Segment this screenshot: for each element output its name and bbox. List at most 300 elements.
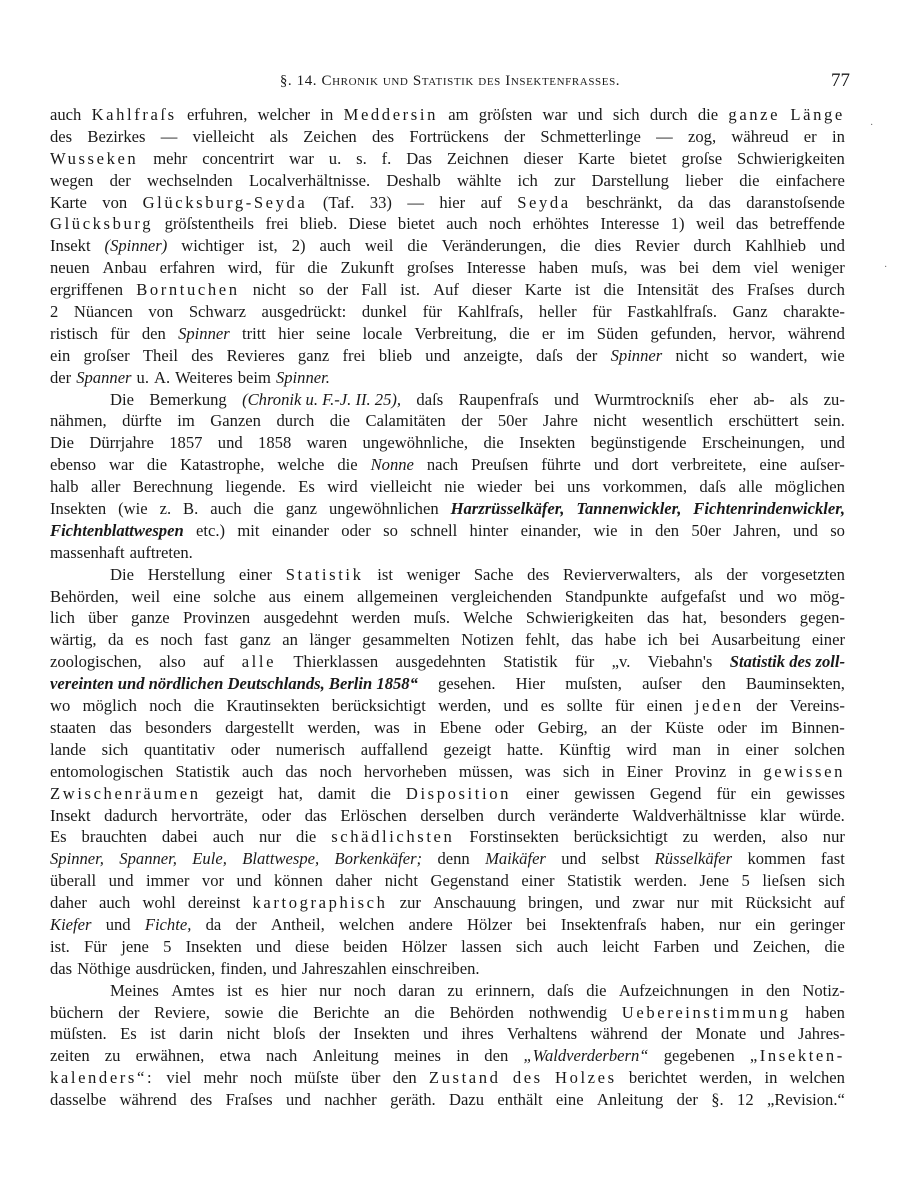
word: das: [708, 192, 731, 212]
word: was: [373, 717, 400, 737]
word: dadurch: [104, 805, 158, 825]
word: Disposition: [405, 783, 511, 803]
word: hier: [278, 323, 304, 343]
word: bei: [526, 914, 547, 934]
word: die: [307, 258, 328, 278]
text-line: [50, 914, 845, 936]
word: Hölzer: [401, 936, 447, 956]
text-line: [50, 695, 845, 717]
text-line: [50, 301, 845, 323]
word: weniger: [791, 258, 845, 278]
word: lieber: [685, 170, 723, 190]
word: lich: [50, 608, 75, 628]
word: und: [423, 1024, 448, 1044]
text-line: [50, 257, 845, 279]
word: andere: [408, 914, 453, 934]
word: zeiten: [50, 1046, 90, 1066]
word: gewissen: [763, 761, 845, 781]
word: einer: [745, 739, 779, 759]
text-line: [50, 1023, 845, 1045]
word: geringer: [789, 914, 845, 934]
text-line: [50, 1067, 845, 1089]
word: sein.: [814, 411, 845, 431]
word: mög-: [809, 586, 845, 606]
word: in: [738, 761, 752, 781]
word: und: [105, 914, 131, 934]
word: numerisch: [275, 739, 346, 759]
word: eine: [555, 1090, 584, 1110]
text-line: [50, 454, 845, 476]
word: oder: [261, 805, 292, 825]
word: in: [413, 717, 427, 737]
word: Nöthige: [77, 958, 131, 978]
word: Kahlfraſs: [91, 105, 177, 124]
word: Schmetterlinge: [540, 126, 641, 146]
word: im: [760, 717, 778, 737]
word: Ausarbeitung: [710, 630, 801, 650]
word: zu: [447, 980, 464, 1000]
word: das: [571, 630, 594, 650]
word: erfuhren,: [187, 105, 248, 124]
word: währeud: [731, 126, 789, 146]
text-line: [50, 607, 845, 629]
word: concentrirt: [202, 148, 275, 168]
word: Krautinsekten: [226, 696, 320, 716]
word: mit: [237, 520, 260, 540]
word: ergriffenen: [50, 280, 124, 300]
word: begünstigende: [590, 433, 687, 453]
word: habe: [604, 630, 637, 650]
word: Erlöschen: [340, 805, 407, 825]
word: der: [576, 345, 598, 365]
word: ist.: [50, 936, 70, 956]
word: Glücksburg: [50, 214, 154, 234]
word: einem: [303, 586, 345, 606]
word: die: [329, 411, 351, 431]
word: groſses: [406, 258, 454, 278]
word: das: [50, 958, 73, 978]
word: fast: [820, 849, 845, 869]
word: darin: [179, 1024, 214, 1044]
word: tritt: [241, 323, 266, 343]
word: Behörden,: [50, 586, 119, 606]
word: s.: [356, 148, 367, 168]
word: wesentlich: [642, 411, 713, 431]
word: dort: [631, 455, 659, 475]
word: dargestellt: [225, 717, 294, 737]
word: der: [50, 367, 72, 387]
word: ganz: [285, 499, 318, 519]
text-line: [50, 367, 845, 389]
word: wird,: [227, 258, 263, 278]
word: bietet: [629, 148, 667, 168]
word: Auf: [433, 280, 459, 300]
word: Die: [110, 564, 134, 584]
word: und: [593, 455, 619, 475]
word: sollte: [566, 696, 603, 716]
word: der: [756, 696, 778, 716]
word: Fichtenrindenwickler,: [693, 499, 845, 519]
word: in: [320, 105, 334, 124]
word: Spanner: [76, 367, 132, 387]
word: etc.): [196, 520, 226, 540]
word: an: [282, 630, 298, 650]
word: dürfte: [122, 411, 162, 431]
word: einer: [811, 630, 845, 650]
word: (wie: [118, 499, 148, 519]
word: Binnen-: [791, 717, 845, 737]
word: Zeichen,: [752, 936, 811, 956]
word: den: [701, 674, 726, 694]
text-line: [50, 235, 845, 257]
word: beim: [237, 367, 271, 387]
word: Spanner,: [119, 849, 177, 869]
text-line: [50, 651, 845, 673]
word: die: [586, 980, 607, 1000]
word: er: [803, 126, 817, 146]
word: ist: [574, 280, 591, 300]
word: Meddersin: [343, 105, 438, 124]
word: berücksichtigt: [573, 827, 668, 847]
word: finden,: [220, 958, 267, 978]
word: kalenders“:: [50, 1068, 155, 1088]
word: war: [109, 455, 134, 475]
word: massenhaft: [50, 542, 125, 562]
word: von: [148, 302, 174, 322]
word: wo: [50, 696, 71, 716]
word: an: [601, 717, 617, 737]
word: am: [448, 105, 469, 124]
word: durch: [807, 280, 845, 300]
word: besonders: [720, 608, 787, 628]
word: hinter: [469, 520, 509, 540]
word: im: [177, 411, 195, 431]
word: vielleicht: [192, 126, 255, 146]
text-line: [50, 410, 845, 432]
word: Notizen: [461, 630, 514, 650]
word: Anbau: [102, 258, 147, 278]
text-line: [50, 104, 845, 126]
word: halb: [50, 477, 79, 497]
word: (Taf.: [322, 192, 355, 212]
word: beschränkt,: [586, 192, 663, 212]
word: die: [739, 170, 760, 190]
word: oder: [341, 520, 371, 540]
word: Statistik: [567, 871, 622, 891]
text-line: [50, 936, 845, 958]
word: —: [407, 192, 424, 212]
word: und: [108, 871, 134, 891]
word: für: [110, 323, 130, 343]
word: Statistik des zoll-: [729, 652, 845, 672]
text-line: [50, 564, 845, 586]
word: Gebirg,: [537, 717, 588, 737]
word: gewisses: [785, 783, 845, 803]
word: werden,: [307, 717, 361, 737]
word: gröſsten: [478, 105, 533, 124]
word: nur: [822, 827, 845, 847]
word: nicht: [593, 411, 627, 431]
word: Herstellung: [147, 564, 226, 584]
word: 5: [741, 871, 750, 891]
word: Kahlhieb: [745, 236, 807, 256]
word: bloſs: [273, 1024, 306, 1044]
word: geräth.: [390, 1090, 436, 1110]
word: fast: [204, 630, 229, 650]
word: welcher: [257, 105, 311, 124]
word: staaten: [50, 717, 97, 737]
word: Ganzen: [210, 411, 261, 431]
word: Insekt: [50, 236, 91, 256]
word: Süden: [596, 323, 639, 343]
word: ab-: [753, 389, 775, 409]
word: zwar: [632, 893, 665, 913]
word: nur: [258, 827, 282, 847]
word: es: [135, 630, 149, 650]
word: neuen: [50, 258, 90, 278]
word: ist.: [400, 280, 420, 300]
word: Notiz-: [802, 980, 845, 1000]
text-line: [50, 542, 845, 564]
word: sich: [818, 871, 845, 891]
word: nur: [676, 893, 699, 913]
word: Verbreitung,: [414, 323, 498, 343]
word: Intensität: [636, 280, 699, 300]
word: Katastrophe,: [180, 455, 265, 475]
word: brauchten: [81, 827, 147, 847]
text-line: [50, 805, 845, 827]
word: Borkenkäfer;: [334, 849, 423, 869]
word: nur: [319, 980, 342, 1000]
word: der: [235, 914, 257, 934]
word: und: [554, 389, 579, 409]
word: während: [119, 1090, 177, 1110]
word: Waldverhältnisse: [632, 805, 747, 825]
word: auch: [241, 761, 274, 781]
word: auf: [480, 192, 502, 212]
word: müssen,: [458, 761, 513, 781]
word: groſse: [681, 148, 723, 168]
word: Insektenfraſs: [560, 914, 647, 934]
word: die: [278, 1002, 299, 1022]
word: auch: [212, 827, 245, 847]
word: auſser: [642, 674, 682, 694]
word: an: [384, 1002, 400, 1022]
word: besonders: [145, 717, 212, 737]
word: Karte: [578, 148, 615, 168]
word: Fichte,: [144, 914, 192, 934]
word: Berechnung: [132, 477, 214, 497]
word: Localverhältnisse.: [248, 170, 371, 190]
word: auch: [319, 236, 351, 256]
word: für: [592, 302, 612, 322]
word: den: [655, 520, 680, 540]
word: des: [527, 564, 550, 584]
word: oder: [717, 717, 747, 737]
word: Schwarz: [188, 302, 246, 322]
word: ist: [150, 1024, 166, 1044]
word: die: [509, 323, 530, 343]
word: enthält: [497, 1090, 543, 1110]
word: der: [118, 1002, 140, 1022]
text-line: [50, 783, 845, 805]
word: groſser: [83, 345, 130, 365]
word: Behörden: [449, 1002, 514, 1022]
text-line: [50, 892, 845, 914]
word: aufgefaſst: [660, 586, 727, 606]
word: für: [716, 783, 736, 803]
word: dieser: [523, 148, 564, 168]
word: in: [740, 980, 754, 1000]
word: beiden: [343, 936, 388, 956]
word: Blattwespe,: [242, 849, 320, 869]
word: Holzes: [554, 1068, 617, 1088]
word: Fraſses: [225, 1090, 273, 1110]
word: Veränderungen,: [441, 236, 547, 256]
word: länger: [309, 630, 351, 650]
word: einschreiben.: [391, 958, 480, 978]
word: Spinner,: [50, 849, 104, 869]
word: z.: [159, 499, 172, 519]
text-line: [50, 1002, 845, 1024]
body-text: [50, 104, 845, 1111]
word: berücksichtigt: [331, 696, 426, 716]
word: Revier: [635, 236, 680, 256]
word: Länge: [790, 105, 845, 124]
word: ganze: [728, 105, 781, 124]
word: einer: [521, 871, 555, 891]
word: Schwierigkeiten: [736, 148, 845, 168]
word: es: [540, 696, 555, 716]
word: „Waldverderbern“: [523, 1046, 649, 1066]
word: Harzrüsselkäfer,: [450, 499, 565, 519]
word: ganze: [130, 608, 170, 628]
word: nachher: [324, 1090, 377, 1110]
word: durch: [497, 805, 536, 825]
text-line: [50, 717, 845, 739]
word: der: [503, 126, 526, 146]
word: vor: [201, 871, 225, 891]
word: Kiefer: [50, 914, 92, 934]
word: aus: [268, 586, 291, 606]
word: zu: [682, 827, 699, 847]
word: solchen: [794, 739, 845, 759]
text-line: [50, 323, 845, 345]
word: Sache: [473, 564, 514, 584]
word: ist: [226, 980, 243, 1000]
word: solche: [213, 586, 256, 606]
text-line: [50, 476, 845, 498]
word: 33): [369, 192, 392, 212]
word: erwähnen,: [135, 1046, 205, 1066]
word: in: [629, 520, 643, 540]
word: daher: [335, 871, 373, 891]
word: Vereins-: [789, 696, 845, 716]
word: liegende.: [225, 477, 286, 497]
word: über: [350, 1068, 381, 1088]
word: einander,: [520, 520, 582, 540]
word: Kahlfraſs,: [457, 302, 524, 322]
word: des: [50, 126, 73, 146]
word: in: [764, 1068, 778, 1088]
word: 1857: [169, 433, 203, 453]
word: damit: [317, 783, 356, 803]
word: nie: [444, 477, 465, 497]
word: nicht: [226, 1024, 260, 1044]
word: gezeigt: [215, 783, 264, 803]
word: §.: [711, 1090, 724, 1110]
word: der: [326, 280, 349, 300]
word: hervor,: [728, 323, 776, 343]
word: dieser: [472, 280, 512, 300]
word: jeden: [694, 696, 744, 716]
word: 1): [670, 214, 685, 234]
word: nach: [265, 1046, 298, 1066]
word: Fastkahlfraſs.: [627, 302, 718, 322]
word: und: [577, 105, 603, 124]
word: und: [738, 586, 764, 606]
word: locale: [362, 323, 403, 343]
word: ist,: [257, 236, 278, 256]
word: so: [830, 520, 845, 540]
word: gezeigt: [443, 739, 492, 759]
word: und: [503, 696, 529, 716]
word: die: [560, 236, 581, 256]
word: derselben: [420, 805, 484, 825]
word: diese: [295, 936, 330, 956]
word: wo: [776, 586, 797, 606]
word: ausgedehnt: [263, 608, 339, 628]
word: ist: [377, 564, 393, 584]
word: da: [107, 630, 124, 650]
word: immer: [146, 871, 190, 891]
word: vorkommen,: [602, 477, 687, 497]
word: Interesse: [600, 214, 660, 234]
word: denn: [437, 849, 470, 869]
word: anzeigte,: [463, 345, 523, 365]
word: für: [275, 258, 295, 278]
word: gegen-: [799, 608, 845, 628]
word: in: [456, 1046, 470, 1066]
word: daranstoſsende: [746, 192, 845, 212]
word: erinnern,: [475, 980, 535, 1000]
word: nicht: [384, 871, 418, 891]
word: nothwendig: [528, 1002, 608, 1022]
word: blieb.: [299, 214, 338, 234]
word: noch: [488, 214, 522, 234]
word: 50er: [691, 520, 721, 540]
word: gesehen.: [437, 674, 496, 694]
word: hier: [281, 980, 307, 1000]
word: weniger: [406, 564, 461, 584]
word: zu: [104, 1046, 121, 1066]
word: und: [425, 345, 451, 365]
word: 1858: [258, 433, 292, 453]
word: der: [109, 170, 131, 190]
word: das: [647, 608, 670, 628]
word: da: [205, 914, 222, 934]
word: Bezirkes: [87, 126, 146, 146]
word: vielleicht: [370, 477, 432, 497]
word: die: [370, 783, 391, 803]
text-line: [50, 126, 845, 148]
word: weil: [364, 236, 394, 256]
word: auch: [556, 936, 589, 956]
word: während: [590, 1024, 648, 1044]
word: ganz: [239, 630, 271, 650]
margin-speck: ·: [870, 120, 874, 131]
running-head: [50, 70, 850, 96]
